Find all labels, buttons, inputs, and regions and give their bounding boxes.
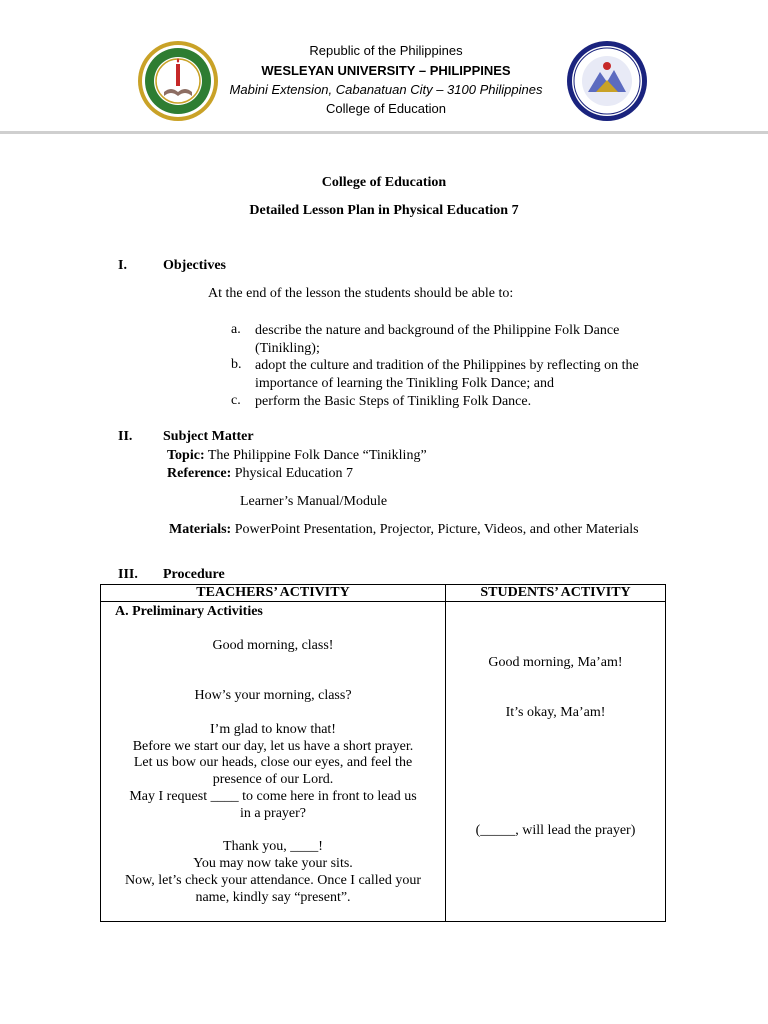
table-column-divider xyxy=(445,585,446,921)
college-of-education-seal-icon xyxy=(566,40,648,122)
teacher-prayer-line-2: Let us bow our heads, close our eyes, and feel the xyxy=(133,755,413,770)
objective-letter-a: a. xyxy=(231,322,241,337)
teacher-prayer-line-3: presence of our Lord. xyxy=(212,772,334,787)
letterhead-college: College of Education xyxy=(326,101,446,116)
section-number-procedure: III. xyxy=(118,567,138,582)
section-title-objectives: Objectives xyxy=(163,258,226,273)
preliminary-activities-heading: A. Preliminary Activities xyxy=(115,604,263,619)
student-greeting: Good morning, Ma’am! xyxy=(488,655,623,670)
objective-letter-b: b. xyxy=(231,357,242,372)
objective-letter-c: c. xyxy=(231,393,241,408)
reference-label: Reference: xyxy=(167,466,232,481)
topic-line xyxy=(167,447,427,465)
table-header-divider xyxy=(101,601,665,602)
section-title-procedure: Procedure xyxy=(163,567,225,582)
section-title-subject-matter: Subject Matter xyxy=(163,429,254,444)
teacher-thanks: Thank you, ____! xyxy=(223,839,323,854)
teacher-request-line-1: May I request ____ to come here in front to lead us xyxy=(129,789,417,804)
procedure-table xyxy=(100,584,666,922)
materials-label: Materials: xyxy=(169,522,232,537)
teacher-greeting: Good morning, class! xyxy=(212,638,334,653)
teacher-attendance-line-2: name, kindly say “present”. xyxy=(195,890,351,905)
objective-text-a: describe the nature and background of the Philippine Folk Dance (Tinikling); xyxy=(255,323,620,356)
materials-line xyxy=(169,521,669,539)
objective-text-c: perform the Basic Steps of Tinikling Folk Dance. xyxy=(255,394,532,409)
reference-value: Physical Education 7 xyxy=(231,466,353,481)
section-number-objectives: I. xyxy=(118,258,127,273)
student-lead-prayer: (_____, will lead the prayer) xyxy=(475,823,636,838)
document-plan-title: Detailed Lesson Plan in Physical Education 7 xyxy=(249,203,519,218)
teacher-prayer-line-1: Before we start our day, let us have a short prayer. xyxy=(132,739,414,754)
teacher-how-morning: How’s your morning, class? xyxy=(194,688,352,703)
materials-value: PowerPoint Presentation, Projector, Picture, Videos, and other Materials xyxy=(231,522,639,537)
document-college-title: College of Education xyxy=(321,175,447,190)
letterhead-address: Mabini Extension, Cabanatuan City – 3100 Philippines xyxy=(229,82,543,97)
teacher-attendance-line-1: Now, let’s check your attendance. Once I called your xyxy=(124,873,422,888)
reference-line xyxy=(167,465,353,483)
teacher-glad: I’m glad to know that! xyxy=(210,722,336,737)
objectives-intro: At the end of the lesson the students should be able to: xyxy=(208,286,514,301)
letterhead-divider xyxy=(0,131,768,134)
teacher-take-sits: You may now take your sits. xyxy=(193,856,353,871)
teachers-activity-header: TEACHERS’ ACTIVITY xyxy=(196,585,350,600)
wesleyan-university-seal-icon xyxy=(137,40,219,122)
letterhead-republic: Republic of the Philippines xyxy=(309,43,463,58)
topic-value: The Philippine Folk Dance “Tinikling” xyxy=(204,448,427,463)
objective-text-b: adopt the culture and tradition of the Philippines by reflecting on the importance of learning the Tinikling Folk Dance; and xyxy=(255,358,639,391)
teacher-request-line-2: in a prayer? xyxy=(239,806,307,821)
students-activity-header: STUDENTS’ ACTIVITY xyxy=(480,585,631,600)
reference-manual: Learner’s Manual/Module xyxy=(240,494,388,509)
topic-label: Topic: xyxy=(167,448,205,463)
section-number-subject-matter: II. xyxy=(118,429,133,444)
student-okay: It’s okay, Ma’am! xyxy=(505,705,606,720)
letterhead-university: WESLEYAN UNIVERSITY – PHILIPPINES xyxy=(261,63,511,78)
